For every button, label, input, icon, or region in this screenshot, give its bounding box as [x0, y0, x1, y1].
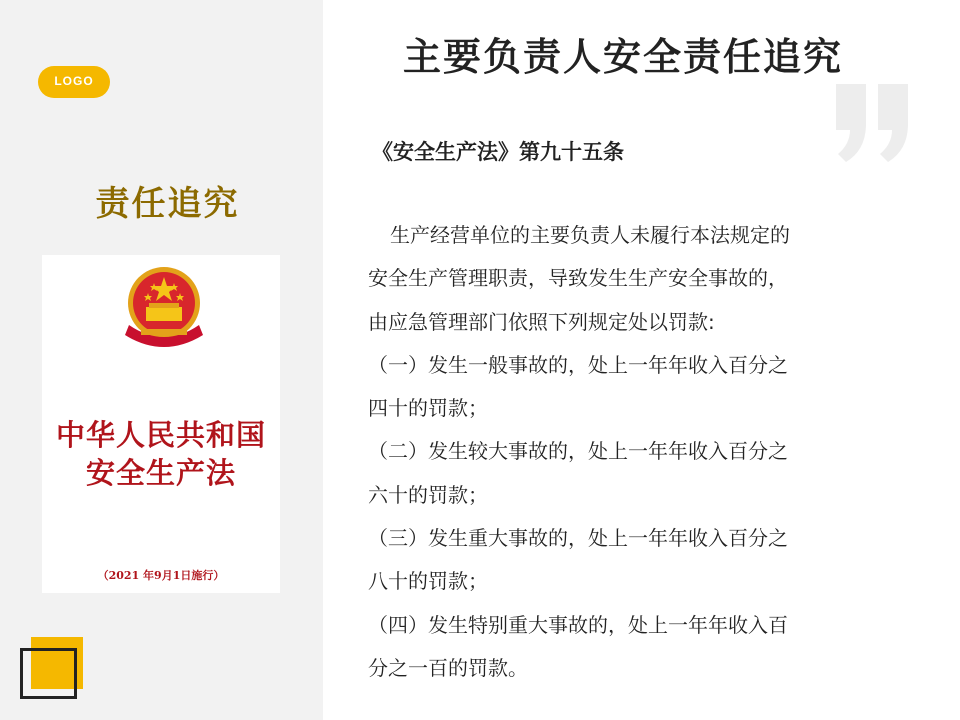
quote-mark-icon	[822, 74, 922, 174]
body-line: 四十的罚款；	[368, 396, 488, 421]
book-date: （2021 年9月1日施行）	[97, 569, 225, 582]
logo-badge: LOGO	[38, 66, 110, 98]
book-title-line1: 中华人民共和国	[55, 418, 266, 452]
body-line: 分之一百的罚款。	[368, 655, 528, 680]
decorative-frame-square	[20, 648, 77, 699]
body-line: 六十的罚款；	[368, 482, 488, 507]
body-line: （一）发生一般事故的，处上一年年收入百分之	[368, 352, 788, 377]
national-emblem-icon	[119, 263, 209, 358]
body-line: （四）发生特别重大事故的，处上一年年收入百	[368, 612, 788, 637]
body-line: （二）发生较大事故的，处上一年年收入百分之	[368, 439, 788, 464]
page-title: 主要负责人安全责任追究	[402, 34, 843, 79]
book-title-line2: 安全生产法	[85, 456, 236, 490]
sidebar-title: 责任追究	[95, 184, 240, 224]
book-cover	[42, 255, 280, 593]
body-line: 由应急管理部门依照下列规定处以罚款:	[368, 309, 715, 334]
body-line: 生产经营单位的主要负责人未履行本法规定的	[390, 223, 790, 247]
body-line: 安全生产管理职责，导致发生生产安全事故的，	[368, 266, 788, 291]
body-line: 八十的罚款；	[368, 569, 488, 594]
sidebar	[0, 0, 323, 720]
article-heading: 《安全生产法》第九十五条	[372, 140, 624, 164]
body-line: （三）发生重大事故的，处上一年年收入百分之	[368, 526, 788, 551]
article-body	[368, 214, 888, 690]
